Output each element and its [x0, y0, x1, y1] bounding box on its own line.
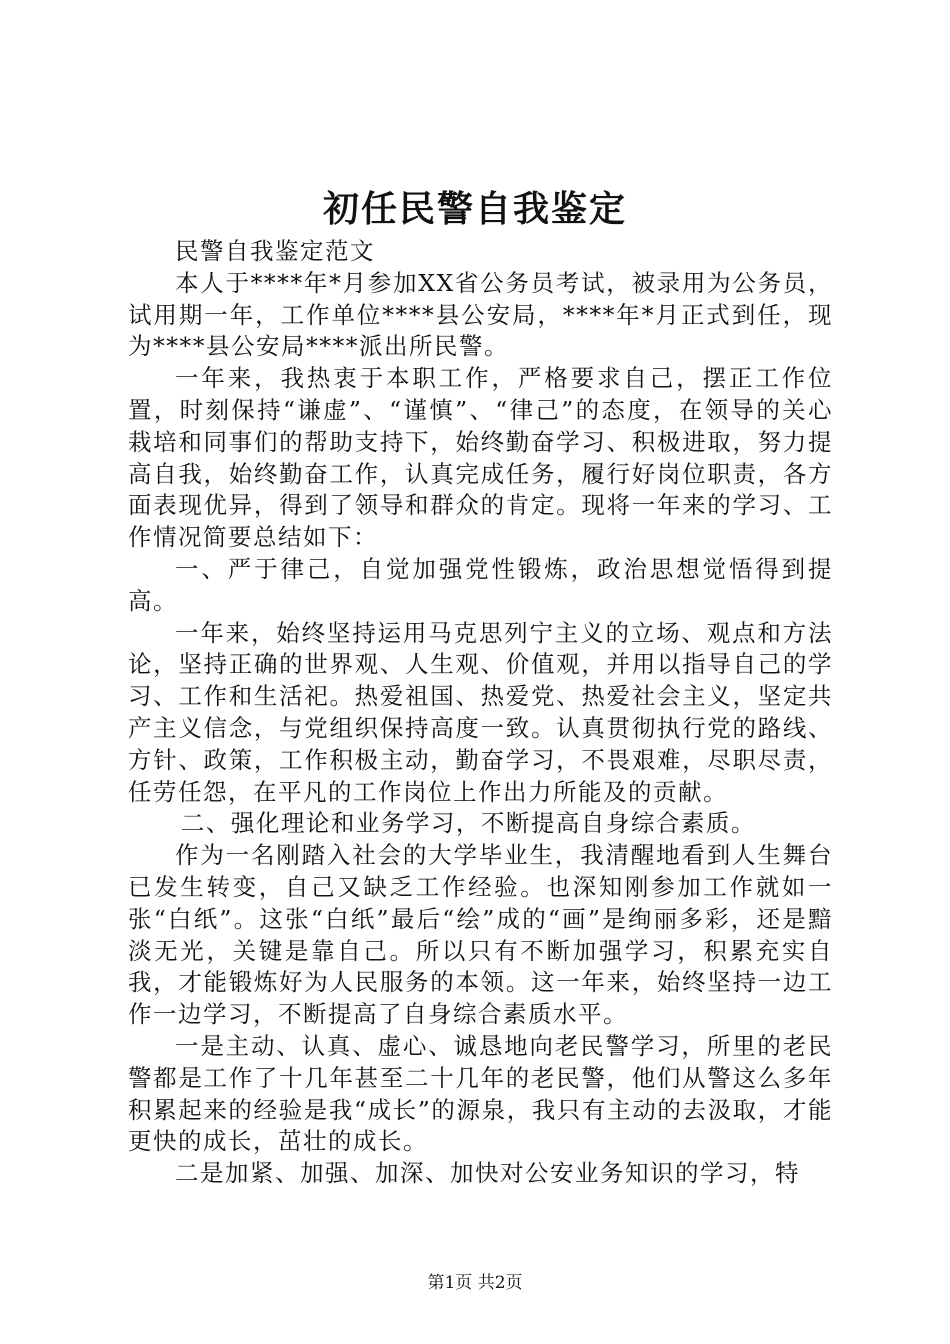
paragraph-section-2: 作为一名刚踏入社会的大学毕业生，我清醒地看到人生舞台已发生转变，自己又缺乏工作经验。也深知刚参加工作就如一张“白纸”。这张“白纸”最后“绘”成的“画”是绚丽多彩，还是黯淡无光，关键是靠自己。所以只有不断加强学习，积累充实自我，才能锻炼好为人民服务的本领。这一年来，始终坚持一边工作一边学习，不断提高了自身综合素质水平。	[128, 841, 833, 1029]
paragraph-overview: 一年来，我热衷于本职工作，严格要求自己，摆正工作位置，时刻保持“谦虚”、“谨慎”、“律己”的态度，在领导的关心栽培和同事们的帮助支持下，始终勤奋学习、积极进取，努力提高自我，始终勤奋工作，认真完成任务，履行好岗位职责，各方面表现优异，得到了领导和群众的肯定。现将一年来的学习、工作情况简要总结如下：	[128, 364, 833, 552]
page-title: 初任民警自我鉴定	[322, 188, 627, 230]
paragraph-intro: 本人于****年*月参加XX省公务员考试，被录用为公务员，试用期一年，工作单位****县公安局，****年*月正式到任，现为****县公安局****派出所民警。	[128, 268, 833, 361]
document-body	[128, 236, 833, 1190]
paragraph-section-1: 一年来，始终坚持运用马克思列宁主义的立场、观点和方法论，坚持正确的世界观、人生观、价值观，并用以指导自己的学习、工作和生活祀。热爱祖国、热爱党、热爱社会主义，坚定共产主义信念，与党组织保持高度一致。认真贯彻执行党的路线、方针、政策，工作积极主动，勤奋学习，不畏艰难，尽职尽责，任劳任怨，在平凡的工作岗位上作出力所能及的贡献。	[128, 618, 833, 806]
page-number: 第1页 共2页	[427, 1273, 523, 1293]
paragraph-point-1: 一是主动、认真、虚心、诚恳地向老民警学习，所里的老民警都是工作了十几年甚至二十几年的老民警，他们从警这么多年积累起来的经验是我“成长”的源泉，我只有主动的去汲取，才能更快的成长，茁壮的成长。	[128, 1031, 833, 1156]
paragraph-point-2: 二是加紧、加强、加深、加快对公安业务知识的学习，特	[175, 1159, 800, 1188]
section-heading-2: 二、强化理论和业务学习，不断提高自身综合素质。	[180, 809, 756, 838]
paragraph-subtitle: 民警自我鉴定范文	[175, 237, 375, 265]
section-heading-1: 一、严于律己，自觉加强党性锻炼，政治思想觉悟得到提高。	[128, 554, 833, 615]
